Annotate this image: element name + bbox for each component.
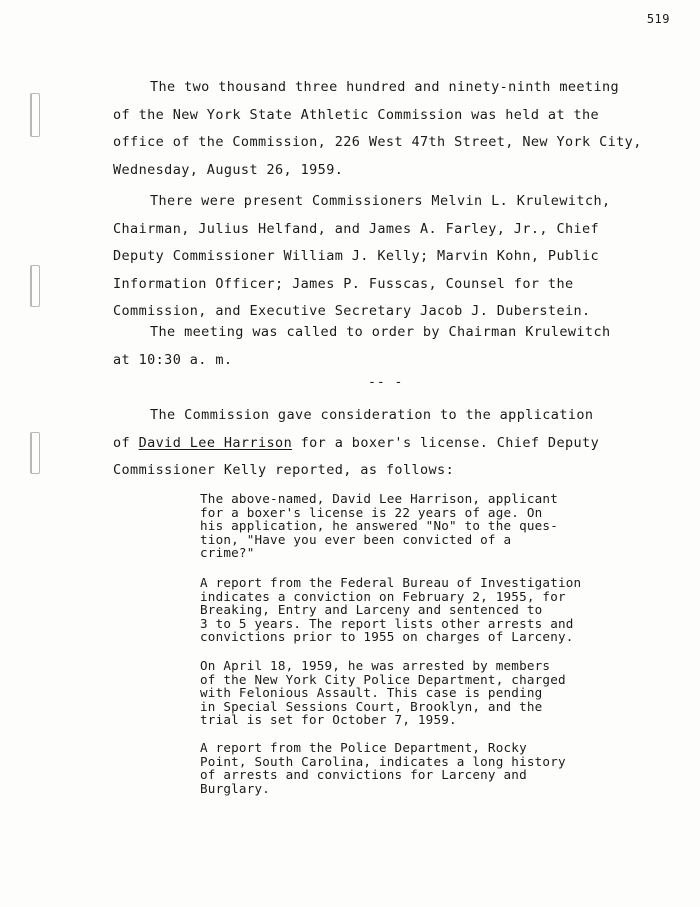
line-prefix: of <box>113 434 139 451</box>
report-police-paragraph <box>200 741 640 795</box>
paragraph-line: There were present Commissioners Melvin L. Krulewitch, <box>150 193 611 209</box>
paragraph-line: Deputy Commissioner William J. Kelly; Marvin Kohn, Public <box>113 248 600 264</box>
paragraph-line: Commission, and Executive Secretary Jacob J. Duberstein. <box>113 303 591 319</box>
applicant-name: David Lee Harrison <box>138 434 293 451</box>
report-line: of the New York City Police Department, charged <box>200 671 566 687</box>
paragraph-line: The two thousand three hundred and ninety-ninth meeting <box>150 79 620 95</box>
paragraph-line: Commissioner Kelly reported, as follows: <box>113 462 455 478</box>
paragraph-line: of the New York State Athletic Commission was held at the <box>113 106 600 123</box>
report-line: 3 to 5 years. The report lists other arrests and <box>200 615 574 631</box>
report-line: The above-named, David Lee Harrison, applicant <box>200 491 558 506</box>
report-line: in Special Sessions Court, Brooklyn, and the <box>200 698 543 714</box>
paragraph-line: Information Officer; James P. Fusscas, Counsel for the <box>113 275 574 292</box>
attendees-paragraph <box>113 188 653 326</box>
paragraph-line: The Commission gave consideration to the application <box>150 407 594 423</box>
report-line: crime?" <box>200 545 255 561</box>
section-separator: -- - <box>368 375 404 390</box>
binder-hole-mark <box>30 432 40 474</box>
paragraph-line: Wednesday, August 26, 1959. <box>113 161 344 178</box>
paragraph-line: at 10:30 a. m. <box>113 351 233 368</box>
report-line: with Felonious Assault. This case is pending <box>200 685 543 701</box>
application-paragraph <box>113 402 653 485</box>
page-number: 519 <box>646 12 670 26</box>
report-line: indicates a conviction on February 2, 1955, for <box>200 588 566 604</box>
report-line: Breaking, Entry and Larceny and sentenced to <box>200 602 543 618</box>
report-line: Burglary. <box>200 780 271 796</box>
report-line: Point, South Carolina, indicates a long history <box>200 753 566 769</box>
paragraph-line: The meeting was called to order by Chairman Krulewitch <box>150 324 611 340</box>
report-line: of arrests and convictions for Larceny and <box>200 767 527 783</box>
report-line: A report from the Police Department, Rocky <box>200 740 527 755</box>
report-line: A report from the Federal Bureau of Investigation <box>200 575 582 590</box>
report-arrest-paragraph <box>200 659 640 727</box>
report-line: tion, "Have you ever been convicted of a <box>200 531 512 547</box>
binder-hole-mark <box>30 93 40 137</box>
report-fbi-paragraph <box>200 576 640 644</box>
binder-hole-mark <box>30 265 40 307</box>
line-suffix: for a boxer's license. Chief Deputy <box>292 434 600 451</box>
paragraph-line: office of the Commission, 226 West 47th Street, New York City, <box>113 134 642 150</box>
meeting-opening-paragraph <box>113 74 653 184</box>
report-line: his application, he answered "No" to the ques- <box>200 518 558 534</box>
report-line: for a boxer's license is 22 years of age. On <box>200 504 543 520</box>
report-line: trial is set for October 7, 1959. <box>200 712 457 728</box>
report-applicant-paragraph <box>200 492 640 560</box>
call-to-order-paragraph <box>113 319 653 374</box>
report-line: On April 18, 1959, he was arrested by members <box>200 658 551 673</box>
paragraph-line: Chairman, Julius Helfand, and James A. Farley, Jr., Chief <box>113 220 600 237</box>
paragraph-line <box>113 430 653 458</box>
report-line: convictions prior to 1955 on charges of Larceny. <box>200 629 574 645</box>
